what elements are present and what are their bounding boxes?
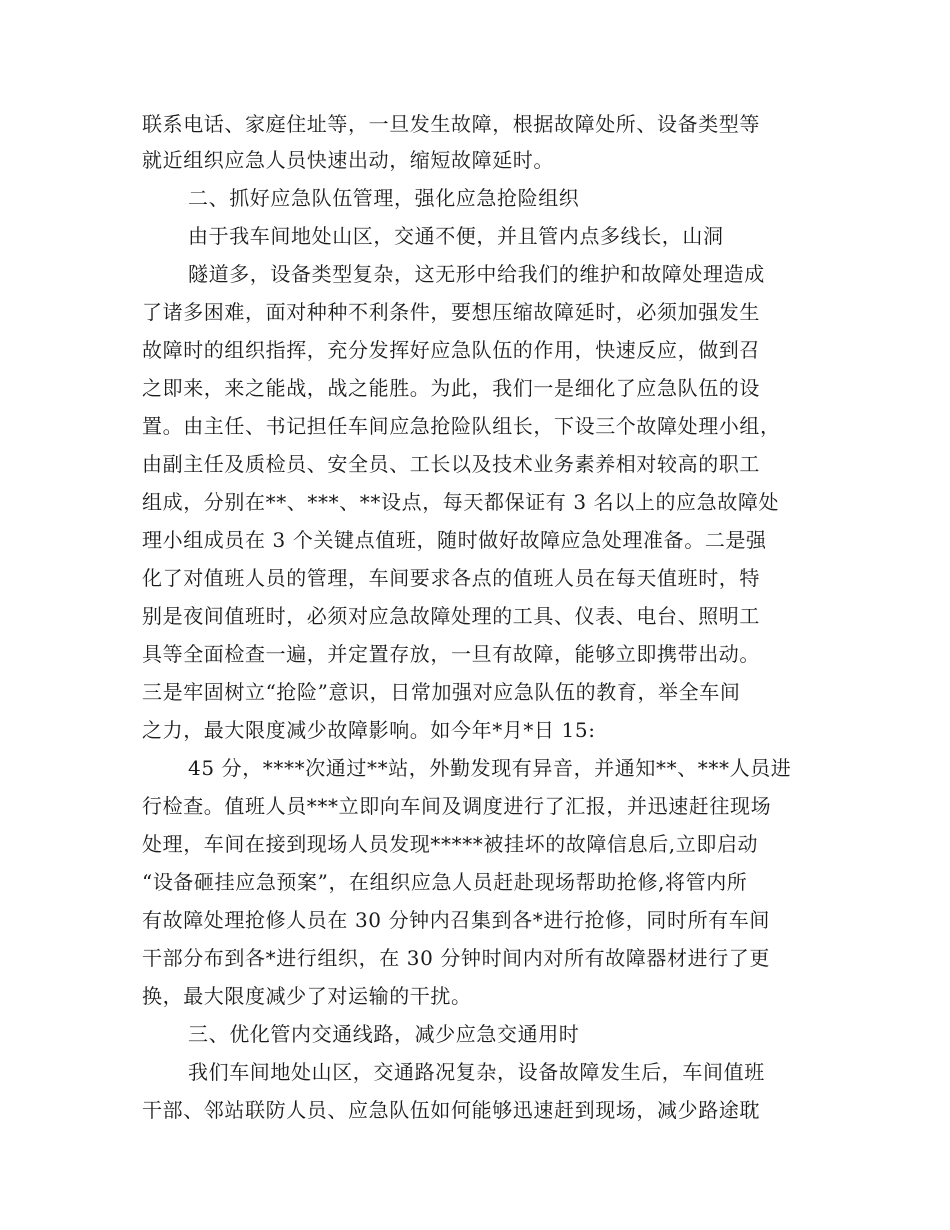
text-line: 置。由主任、书记担任车间应急抢险队组长，下设三个故障处理小组， [142,414,781,438]
text-line: 处理，车间在接到现场人员发现*****被挂坏的故障信息后,立即启动 [142,832,759,856]
text-line: 理小组成员在 3 个关键点值班，随时做好故障应急处理准备。二是强 [142,528,767,552]
section-heading: 二、抓好应急队伍管理，强化应急抢险组织 [188,186,580,210]
text-line: 行检查。值班人员***立即向车间及调度进行了汇报，并迅速赶往现场 [142,794,772,818]
text-line: 组成，分别在**、***、**设点，每天都保证有 3 名以上的应急故障处 [142,490,780,514]
text-line: 有故障处理抢修人员在 30 分钟内召集到各*进行抢修，同时所有车间 [142,908,770,932]
text-line: 之即来，来之能战，战之能胜。为此，我们一是细化了应急队伍的设 [142,376,760,400]
text-line: 隧道多，设备类型复杂，这无形中给我们的维护和故障处理造成 [188,262,765,286]
text-line: 联系电话、家庭住址等，一旦发生故障，根据故障处所、设备类型等 [142,112,760,136]
section-heading: 三、优化管内交通线路，减少应急交通用时 [188,1022,580,1046]
text-line: 我们车间地处山区，交通路况复杂，设备故障发生后，车间值班 [188,1060,765,1084]
text-line: “设备砸挂应急预案”，在组织应急人员赶赴现场帮助抢修,将管内所 [142,870,748,894]
text-line: 化了对值班人员的管理，车间要求各点的值班人员在每天值班时，特 [142,566,760,590]
text-line: 干部、邻站联防人员、应急队伍如何能够迅速赶到现场，减少路途耽 [142,1098,760,1122]
text-line: 45 分，****次通过**站，外勤发现有异音，并通知**、***人员进 [188,756,792,780]
text-line: 三是牢固树立“抢险”意识，日常加强对应急队伍的教育，举全车间 [142,680,741,704]
text-line: 了诸多困难，面对种种不利条件，要想压缩故障延时，必须加强发生 [142,300,760,324]
text-line: 干部分布到各*进行组织，在 30 分钟时间内对所有故障器材进行了更 [142,946,770,970]
text-line: 具等全面检查一遍，并定置存放，一旦有故障，能够立即携带出动。 [142,642,760,666]
text-line: 之力，最大限度减少故障影响。如今年*月*日 15: [142,718,596,742]
text-line: 由于我车间地处山区，交通不便，并且管内点多线长，山洞 [188,224,724,248]
text-line: 由副主任及质检员、安全员、工长以及技术业务素养相对较高的职工 [142,452,760,476]
text-line: 故障时的组织指挥，充分发挥好应急队伍的作用，快速反应，做到召 [142,338,760,362]
text-line: 换，最大限度减少了对运输的干扰。 [142,984,472,1008]
text-line: 就近组织应急人员快速出动，缩短故障延时。 [142,148,554,172]
text-line: 别是夜间值班时，必须对应急故障处理的工具、仪表、电台、照明工 [142,604,760,628]
